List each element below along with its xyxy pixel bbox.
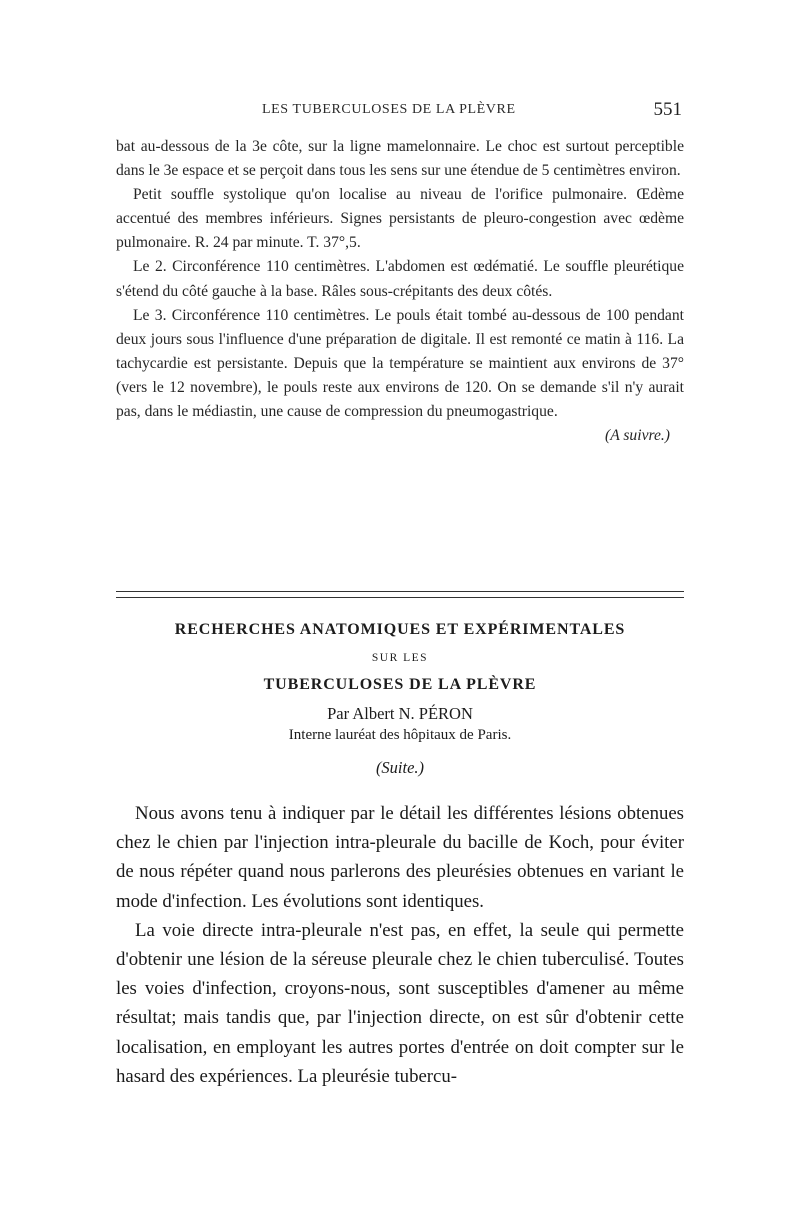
article-heading xyxy=(116,620,684,779)
article-body xyxy=(116,799,684,1091)
article-title: RECHERCHES ANATOMIQUES ET EXPÉRIMENTALES xyxy=(174,621,626,638)
article-subject: TUBERCULOSES DE LA PLÈVRE xyxy=(263,676,537,693)
case-report-paragraph: Petit souffle systolique qu'on localise au niveau de l'orifice pulmonaire. Œdème accentué des membres inférieurs. Signes persistants de pleuro-congestion avec œdème pulmonaire. R. 24 par minute. T. 37°,5. xyxy=(116,186,684,252)
case-report-paragraph: bat au-dessous de la 3e côte, sur la ligne mamelonnaire. Le choc est surtout perceptible dans le 3e espace et se perçoit dans tous les sens sur une étendue de 5 centimètres environ. xyxy=(116,138,684,180)
case-report-paragraph: Le 3. Circonférence 110 centimètres. Le pouls était tombé au-dessous de 100 pendant deux jours sous l'influence d'une préparation de digitale. Il est remonté ce matin à 116. La tachycardie est persistante. Depuis que la température se maintient aux environs de 37° (vers le 12 novembre), le pouls reste aux environs de 120. On se demande s'il n'y aurait pas, dans le médiastin, une cause de compression du pneumogastrique. xyxy=(116,306,684,421)
article-paragraph: Nous avons tenu à indiquer par le détail les différentes lésions obtenues chez le chien par l'injection intra-pleurale du bacille de Koch, pour éviter de nous répéter quand nous parlerons des pleurésies obtenues en variant le mode d'infection. Les évolutions sont identiques. xyxy=(116,803,684,912)
case-report-paragraph: Le 2. Circonférence 110 centimètres. L'abdomen est œdématié. Le souffle pleurétique s'étend du côté gauche à la base. Râles sous-crépitants des deux côtés. xyxy=(116,258,684,300)
article-paragraph: La voie directe intra-pleurale n'est pas, en effet, la seule qui permette d'obtenir une lésion de la séreuse pleurale chez le chien tuberculisé. Toutes les voies d'infection, croyons-nous, sont susceptibles d'amener au même résultat; mais tandis que, par l'injection directe, on est sûr d'obtenir cette localisation, en employant les autres portes d'entrée on doit compter sur le hasard des expériences. La pleurésie tubercu- xyxy=(116,919,684,1087)
case-report-text xyxy=(116,135,684,448)
article-author: Par Albert N. PÉRON xyxy=(327,704,473,723)
continuation-note: (A suivre.) xyxy=(605,427,670,445)
page-number: 551 xyxy=(653,99,682,120)
section-divider xyxy=(116,597,684,598)
running-header xyxy=(116,99,684,121)
author-affiliation: Interne lauréat des hôpitaux de Paris. xyxy=(288,727,512,743)
section-divider xyxy=(116,591,684,592)
article-status: (Suite.) xyxy=(375,758,425,777)
article-title-connector: SUR LES xyxy=(371,652,429,664)
running-title: LES TUBERCULOSES DE LA PLÈVRE xyxy=(262,102,516,117)
